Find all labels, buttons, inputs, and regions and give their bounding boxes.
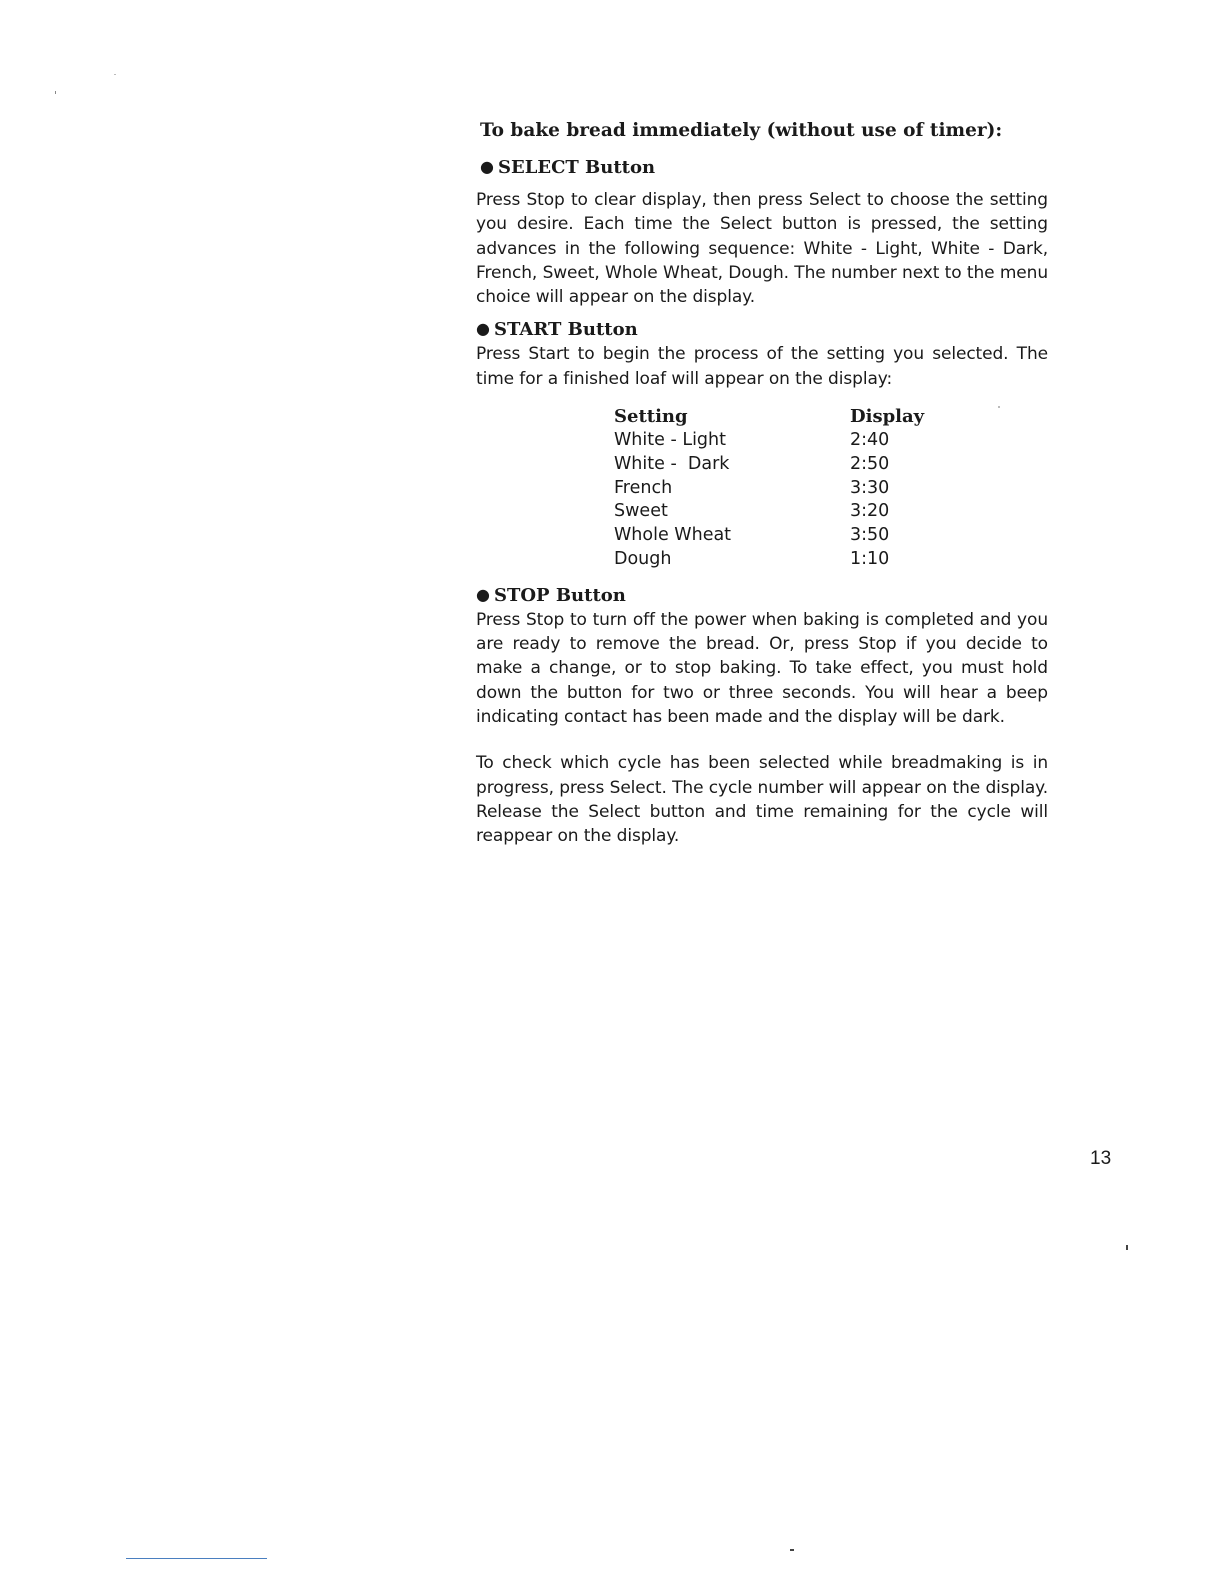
stop-button-title: STOP Button	[493, 584, 626, 606]
table-row	[614, 524, 924, 548]
display-cell: 2:50	[850, 453, 890, 474]
table-header-row	[614, 405, 924, 429]
display-column-header: Display	[850, 406, 925, 428]
setting-cell: Whole Wheat	[614, 525, 732, 546]
start-button-description: Press Start to begin the process of the setting you selected. The time for a finished loaf will appear on the display:	[476, 344, 1048, 389]
scan-speck	[790, 1549, 794, 1551]
setting-cell: Dough	[614, 549, 672, 570]
table-row	[614, 453, 924, 477]
table-row	[614, 477, 924, 501]
display-cell: 3:30	[850, 477, 890, 498]
page-heading: To bake bread immediately (without use of timer):	[480, 120, 1003, 141]
table-row	[614, 429, 924, 453]
scan-speck	[998, 406, 1000, 408]
start-button-title: START Button	[493, 319, 638, 341]
scan-speck	[114, 74, 116, 75]
setting-cell: French	[614, 477, 673, 498]
setting-cell: Sweet	[614, 501, 668, 522]
table-row	[614, 548, 924, 572]
scan-speck	[55, 91, 56, 94]
bullet-icon: ●	[476, 319, 490, 339]
check-cycle-paragraph: To check which cycle has been selected while breadmaking is in progress, press Select. The cycle number will appear on the display. Release the Select button and time remaining for the cycle will reappear on the display.	[476, 753, 1048, 847]
select-button-heading	[480, 156, 1048, 180]
display-cell: 1:10	[850, 549, 890, 570]
display-cell: 3:20	[850, 501, 890, 522]
stop-button-heading	[476, 584, 1048, 608]
settings-display-table	[614, 405, 924, 572]
display-cell: 3:50	[850, 525, 890, 546]
bullet-icon: ●	[480, 157, 494, 176]
footer-rule	[126, 1558, 267, 1559]
select-button-title: SELECT Button	[497, 157, 656, 178]
display-cell: 2:40	[850, 430, 890, 451]
setting-column-header: Setting	[614, 406, 688, 428]
scan-speck	[1126, 1245, 1128, 1250]
page-content	[476, 118, 1048, 849]
page-number: 13	[1090, 1148, 1112, 1169]
setting-cell: White - Dark	[614, 453, 730, 474]
bullet-icon: ●	[476, 584, 490, 604]
select-button-description: Press Stop to clear display, then press Select to choose the setting you desire. Each time the Select button is pressed, the setting advances in the following sequence: White - Light, White - Dark, French, Sweet, Whole Wheat, Dough. The number next to the menu choice will appear on the display.	[476, 190, 1048, 308]
stop-button-description: Press Stop to turn off the power when baking is completed and you are ready to remove the bread. Or, press Stop if you decide to make a change, or to stop baking. To take effect, you must hold down the button for two or three seconds. You will hear a beep indicating contact has been made and the display will be dark.	[476, 609, 1048, 728]
start-button-heading	[476, 318, 1048, 342]
table-row	[614, 500, 924, 524]
setting-cell: White - Light	[614, 430, 726, 451]
